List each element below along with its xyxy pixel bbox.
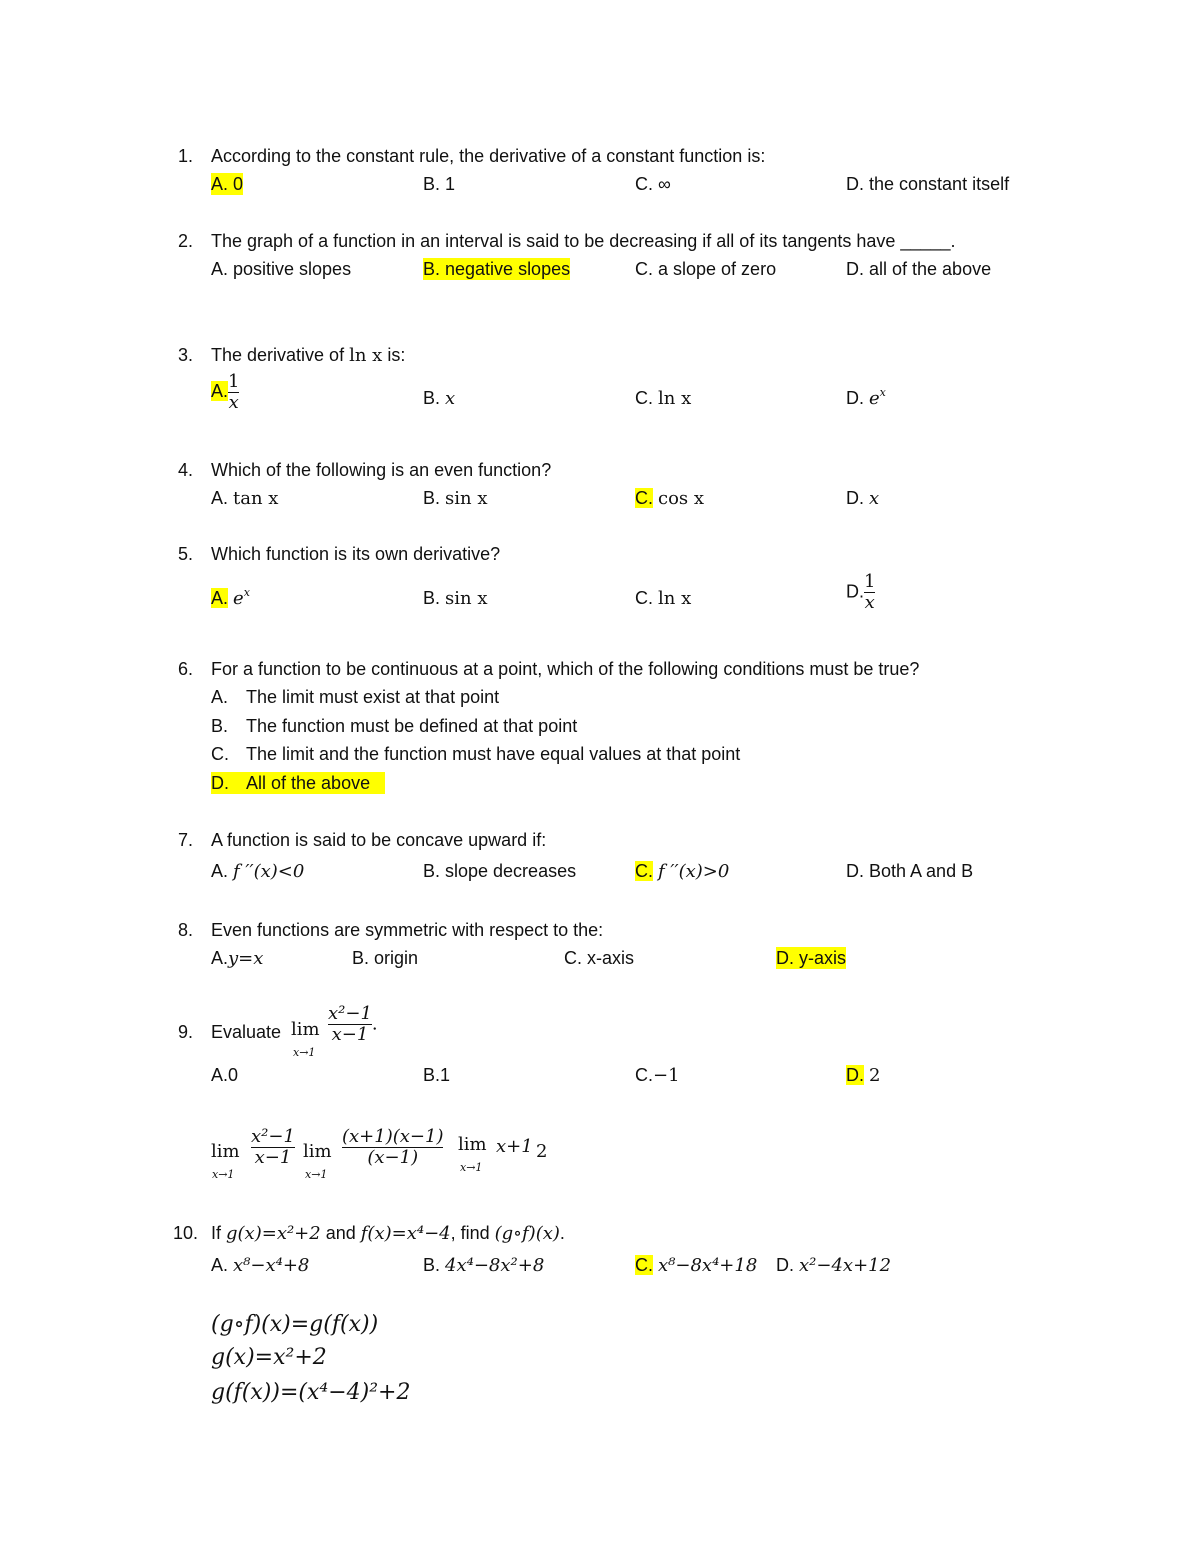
option-a: A. tan x — [211, 488, 279, 509]
solution-line: g(x)=x²+2 — [211, 1345, 327, 1370]
option-a: A. f ′′(x)<0 — [211, 861, 305, 882]
math-expression: x+1 — [496, 1136, 533, 1157]
question-number: 1. — [177, 146, 193, 166]
option-a: A.y=x — [211, 948, 264, 969]
option-b: B.1 — [423, 1065, 451, 1085]
question-text: If g(x)=x²+2 and f(x)=x⁴−4, find (g∘f)(x). — [211, 1223, 565, 1244]
option-d: D. x²−4x+12 — [776, 1255, 892, 1276]
option-a-answer: A. $\frac{1}{x}$ — [211, 371, 240, 413]
limit-operator: lim — [303, 1141, 332, 1162]
option-a: A. x⁸−x⁴+8 — [211, 1255, 310, 1276]
question-text: Even functions are symmetric with respect to the: — [211, 920, 604, 940]
option-d-answer: D. 2 — [846, 1065, 881, 1086]
option-b: B. 1 — [423, 174, 456, 194]
option-c-label: C. — [211, 744, 229, 764]
math-expression: ln x — [349, 345, 383, 366]
option-a: A.0 — [211, 1065, 239, 1085]
solution-line: g(f(x))=(x⁴−4)²+2 — [211, 1380, 411, 1405]
limit-operator: lim — [458, 1134, 487, 1155]
option-b: B. slope decreases — [423, 861, 577, 881]
option-b-label: B. — [211, 716, 229, 736]
option-d: D. x — [846, 488, 880, 509]
option-c: C. a slope of zero — [635, 259, 777, 279]
option-b-answer: B. negative slopes — [423, 259, 571, 279]
question-number: 9. — [177, 1022, 193, 1042]
option-c-answer: C. f ′′(x)>0 — [635, 861, 730, 882]
option-c: C.−1 — [635, 1065, 680, 1086]
option-d: D. all of the above — [846, 259, 992, 279]
limit-subscript: x→1 — [212, 1168, 235, 1181]
fraction: $\frac{(x+1)(x-1)}{(x-1)}$ — [342, 1126, 444, 1168]
limit-operator: lim — [291, 1019, 320, 1040]
fraction: $\frac{\text{x²−1}}{x-1}$ . — [328, 1003, 378, 1045]
fraction: $\frac{\text{x²−1}}{x-1}$ — [251, 1126, 295, 1168]
option-b: B. sin x — [423, 488, 488, 509]
question-number: 6. — [177, 659, 193, 679]
option-d: D. Both A and B — [846, 861, 974, 881]
solution-line: (g∘f)(x)=g(f(x)) — [211, 1312, 379, 1337]
question-text: Evaluate — [211, 1022, 282, 1042]
question-text: For a function to be continuous at a point, which of the following conditions must be true? — [211, 659, 920, 679]
option-a-answer: A. 0 — [211, 174, 244, 194]
option-c: C. ∞ — [635, 174, 671, 194]
option-c: C. ln x — [635, 588, 692, 609]
option-d: D. $e^x$ — [846, 386, 886, 409]
option-a-label: A. — [211, 687, 229, 707]
option-b: B. x — [423, 388, 456, 409]
question-text: Which of the following is an even function? — [211, 460, 552, 480]
question-text: According to the constant rule, the derivative of a constant function is: — [211, 146, 766, 166]
question-number: 5. — [177, 544, 193, 564]
question-text: A function is said to be concave upward if: — [211, 830, 547, 850]
question-text: Which function is its own derivative? — [211, 544, 501, 564]
option-d-answer: D. All of the above — [211, 772, 385, 794]
question-number: 10. — [173, 1223, 199, 1243]
limit-subscript: x→1 — [293, 1046, 316, 1059]
question-number: 3. — [177, 345, 193, 365]
question-text: The graph of a function in an interval is said to be decreasing if all of its tangents have _____. — [211, 231, 956, 251]
question-number: 4. — [177, 460, 193, 480]
option-a: The limit must exist at that point — [246, 687, 500, 707]
option-d: D. the constant itself — [846, 174, 1010, 194]
limit-subscript: x→1 — [305, 1168, 328, 1181]
option-c-answer: C. cos x — [635, 488, 705, 509]
option-a: A. positive slopes — [211, 259, 352, 279]
option-c: C. x-axis — [564, 948, 635, 968]
limit-subscript: x→1 — [460, 1161, 483, 1174]
limit-operator: lim — [211, 1141, 240, 1162]
option-c: C. ln x — [635, 388, 692, 409]
option-d-answer: D. y-axis — [776, 948, 847, 968]
question-number: 7. — [177, 830, 193, 850]
option-b: B. 4x⁴−8x²+8 — [423, 1255, 545, 1276]
option-b: B. origin — [352, 948, 419, 968]
question-number: 8. — [177, 920, 193, 940]
option-d: D. $\frac{1}{x}$ — [846, 571, 876, 613]
question-text: The derivative of ln x is: — [211, 345, 406, 366]
option-b: B. sin x — [423, 588, 488, 609]
option-a-answer: A. $e^x$ — [211, 586, 250, 609]
option-c-answer: C. x⁸−8x⁴+18 — [635, 1255, 758, 1276]
option-c: The limit and the function must have equal values at that point — [246, 744, 741, 764]
option-b: The function must be defined at that point — [246, 716, 578, 736]
question-number: 2. — [177, 231, 193, 251]
math-result: 2 — [536, 1141, 548, 1162]
